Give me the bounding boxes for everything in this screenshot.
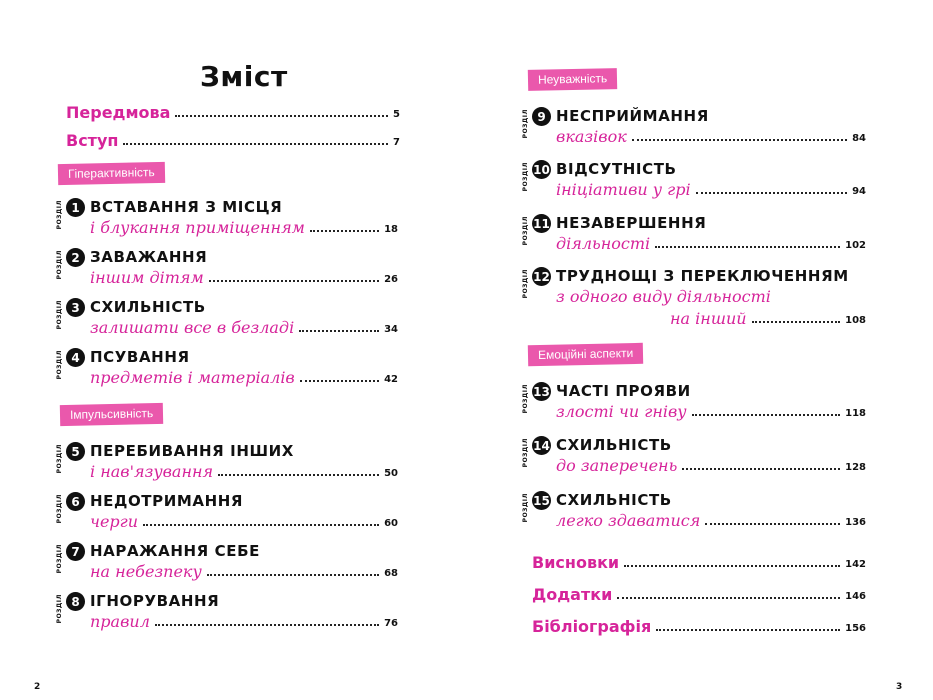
entry-page: 146	[845, 591, 866, 602]
section-label-impulsivity: Імпульсивність	[60, 403, 164, 426]
chapter-title: ВСТАВАННЯ З МІСЦЯ	[90, 198, 283, 216]
chapter-title: ТРУДНОЩІ З ПЕРЕКЛЮЧЕННЯМ	[556, 267, 849, 285]
leader-dots	[624, 565, 840, 567]
toc-chapter-10[interactable]	[522, 158, 866, 212]
chapter-page: 18	[384, 224, 398, 235]
chapter-marker: РОЗДІЛ	[522, 109, 529, 139]
entry-label: Передмова	[66, 103, 171, 122]
toc-chapter-15[interactable]	[522, 489, 866, 543]
chapter-marker: РОЗДІЛ	[522, 493, 529, 523]
chapter-number-badge: 7	[66, 542, 85, 561]
chapter-page: 50	[384, 468, 398, 479]
leader-dots	[617, 597, 840, 599]
chapter-number-badge: 9	[532, 107, 551, 126]
leader-dots	[299, 330, 379, 332]
chapter-subtitle: до заперечень	[556, 456, 678, 475]
chapter-page: 26	[384, 274, 398, 285]
chapter-title: СХИЛЬНІСТЬ	[90, 298, 206, 316]
page-number: 3	[896, 682, 903, 692]
chapter-title: НЕЗАВЕРШЕННЯ	[556, 214, 707, 232]
leader-dots	[143, 524, 379, 526]
chapter-marker: РОЗДІЛ	[56, 250, 63, 280]
leader-dots	[705, 523, 840, 525]
chapter-page: 94	[852, 186, 866, 197]
leader-dots	[632, 139, 847, 141]
toc-chapter-6[interactable]	[56, 490, 398, 544]
chapter-page: 118	[845, 408, 866, 419]
leader-dots	[656, 629, 840, 631]
chapter-number-badge: 13	[532, 382, 551, 401]
chapter-subtitle: з одного виду діяльності	[556, 287, 771, 306]
left-page	[0, 0, 466, 700]
chapter-marker: РОЗДІЛ	[56, 350, 63, 380]
chapter-number-badge: 3	[66, 298, 85, 317]
entry-label: Висновки	[532, 553, 620, 572]
chapter-marker: РОЗДІЛ	[56, 200, 63, 230]
leader-dots	[218, 474, 379, 476]
chapter-title: НАРАЖАННЯ СЕБЕ	[90, 542, 260, 560]
chapter-number-badge: 14	[532, 436, 551, 455]
chapter-marker: РОЗДІЛ	[522, 438, 529, 468]
leader-dots	[155, 624, 379, 626]
chapter-page: 128	[845, 462, 866, 473]
chapter-marker: РОЗДІЛ	[522, 269, 529, 299]
chapter-subtitle: ініціативи у грі	[556, 180, 691, 199]
leader-dots	[752, 321, 841, 323]
chapter-marker: РОЗДІЛ	[522, 162, 529, 192]
leader-dots	[696, 192, 847, 194]
toc-entry-intro[interactable]	[66, 124, 400, 150]
toc-entry-bibliography[interactable]	[532, 610, 866, 636]
section-label-hyperactivity: Гіперактивність	[58, 162, 165, 185]
toc-chapter-12[interactable]	[522, 265, 866, 337]
chapter-marker: РОЗДІЛ	[56, 544, 63, 574]
chapter-subtitle: іншим дітям	[90, 268, 204, 287]
chapter-subtitle: легко здаватися	[556, 511, 701, 530]
toc-entry-foreword[interactable]	[66, 96, 400, 122]
chapter-number-badge: 15	[532, 491, 551, 510]
chapter-subtitle: залишати все в безладі	[90, 318, 295, 337]
leader-dots	[209, 280, 379, 282]
chapter-number-badge: 6	[66, 492, 85, 511]
chapter-page: 108	[845, 315, 866, 326]
chapter-subtitle: правил	[90, 612, 150, 631]
toc-chapter-14[interactable]	[522, 434, 866, 488]
chapter-title: НЕДОТРИМАННЯ	[90, 492, 244, 510]
leader-dots	[300, 380, 379, 382]
chapter-marker: РОЗДІЛ	[56, 594, 63, 624]
chapter-title: ВІДСУТНІСТЬ	[556, 160, 677, 178]
chapter-subtitle: діяльності	[556, 234, 651, 253]
chapter-subtitle: вказівок	[556, 127, 627, 146]
toc-chapter-4[interactable]	[56, 346, 398, 400]
leader-dots	[310, 230, 379, 232]
toc-entry-appendices[interactable]	[532, 578, 866, 604]
chapter-number-badge: 2	[66, 248, 85, 267]
toc-chapter-8[interactable]	[56, 590, 398, 644]
leader-dots	[123, 143, 388, 145]
entry-page: 5	[393, 109, 400, 120]
page-number: 2	[34, 682, 41, 692]
chapter-number-badge: 12	[532, 267, 551, 286]
toc-chapter-1[interactable]	[56, 196, 398, 250]
chapter-marker: РОЗДІЛ	[56, 300, 63, 330]
toc-chapter-2[interactable]	[56, 246, 398, 300]
chapter-page: 84	[852, 133, 866, 144]
chapter-subtitle: на небезпеку	[90, 562, 202, 581]
entry-page: 156	[845, 623, 866, 634]
chapter-title: СХИЛЬНІСТЬ	[556, 436, 672, 454]
chapter-title: ІГНОРУВАННЯ	[90, 592, 220, 610]
chapter-number-badge: 5	[66, 442, 85, 461]
toc-chapter-5[interactable]	[56, 440, 398, 494]
chapter-page: 60	[384, 518, 398, 529]
section-label-emotional-aspects: Емоційні аспекти	[528, 343, 644, 366]
chapter-subtitle: злості чи гніву	[556, 402, 687, 421]
toc-entry-conclusions[interactable]	[532, 546, 866, 572]
chapter-subtitle: і блукання приміщенням	[90, 218, 305, 237]
chapter-page: 76	[384, 618, 398, 629]
chapter-number-badge: 8	[66, 592, 85, 611]
toc-chapter-7[interactable]	[56, 540, 398, 594]
chapter-marker: РОЗДІЛ	[56, 494, 63, 524]
leader-dots	[175, 115, 388, 117]
entry-page: 142	[845, 559, 866, 570]
chapter-marker: РОЗДІЛ	[56, 444, 63, 474]
right-page	[466, 0, 933, 700]
chapter-title: НЕСПРИЙМАННЯ	[556, 107, 709, 125]
toc-chapter-13[interactable]	[522, 380, 866, 434]
chapter-title: ЧАСТІ ПРОЯВИ	[556, 382, 691, 400]
chapter-number-badge: 11	[532, 214, 551, 233]
chapter-marker: РОЗДІЛ	[522, 384, 529, 414]
chapter-page: 102	[845, 240, 866, 251]
entry-label: Додатки	[532, 585, 613, 604]
chapter-marker: РОЗДІЛ	[522, 216, 529, 246]
section-label-inattention: Неуважність	[528, 68, 618, 91]
toc-chapter-11[interactable]	[522, 212, 866, 266]
chapter-page: 68	[384, 568, 398, 579]
toc-chapter-9[interactable]	[522, 105, 866, 159]
chapter-subtitle-line-2: на інший	[670, 309, 747, 328]
entry-page: 7	[393, 137, 400, 148]
leader-dots	[655, 246, 840, 248]
entry-label: Вступ	[66, 131, 119, 150]
chapter-page: 34	[384, 324, 398, 335]
chapter-page: 136	[845, 517, 866, 528]
chapter-title: ПСУВАННЯ	[90, 348, 190, 366]
chapter-number-badge: 4	[66, 348, 85, 367]
chapter-title: ЗАВАЖАННЯ	[90, 248, 208, 266]
chapter-subtitle: предметів і матеріалів	[90, 368, 295, 387]
leader-dots	[682, 468, 840, 470]
chapter-subtitle: черги	[90, 512, 139, 531]
leader-dots	[207, 574, 379, 576]
chapter-number-badge: 10	[532, 160, 551, 179]
chapter-title: СХИЛЬНІСТЬ	[556, 491, 672, 509]
chapter-number-badge: 1	[66, 198, 85, 217]
toc-title: Зміст	[200, 60, 288, 93]
leader-dots	[692, 414, 841, 416]
toc-chapter-3[interactable]	[56, 296, 398, 350]
entry-label: Бібліографія	[532, 617, 652, 636]
chapter-subtitle: і нав'язування	[90, 462, 214, 481]
chapter-title: ПЕРЕБИВАННЯ ІНШИХ	[90, 442, 294, 460]
chapter-page: 42	[384, 374, 398, 385]
